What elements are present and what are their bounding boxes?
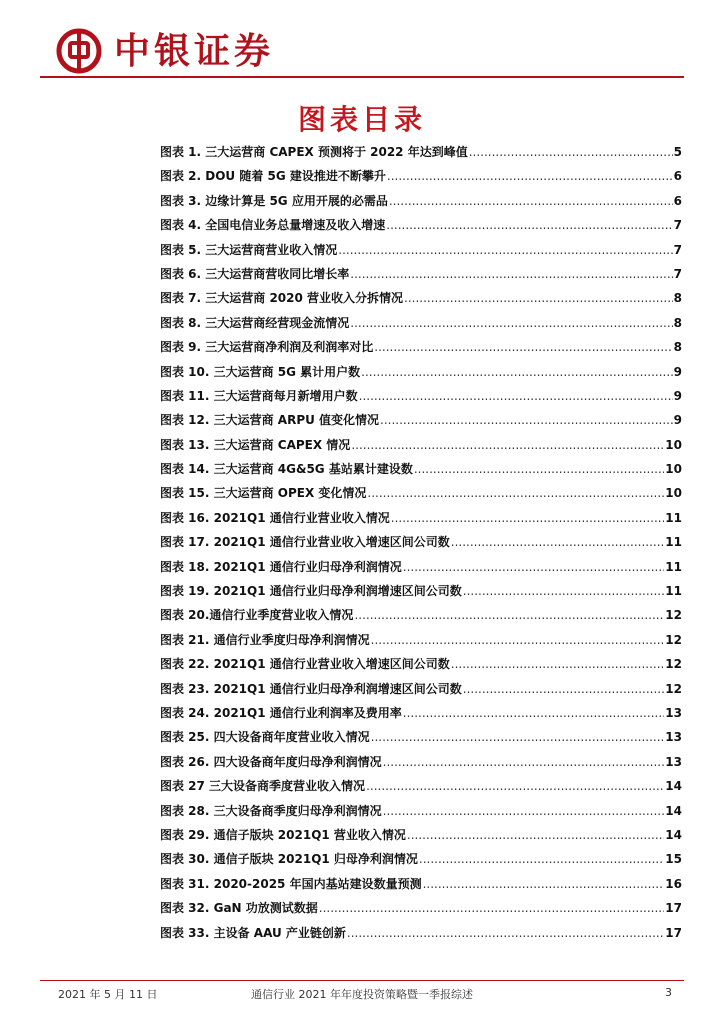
toc-leader-dots	[423, 877, 665, 891]
toc-entry-page: 13	[665, 754, 682, 769]
toc-entry[interactable]	[160, 167, 682, 191]
toc-entry-page: 16	[665, 876, 682, 891]
toc-entry-label: 图表 13. 三大运营商 CAPEX 情况	[160, 437, 351, 452]
toc-entry[interactable]	[160, 314, 682, 338]
toc-entry[interactable]	[160, 216, 682, 240]
toc-entry-label: 图表 27 三大设备商季度营业收入情况	[160, 779, 366, 794]
toc-entry-page: 13	[665, 730, 682, 745]
toc-entry[interactable]	[160, 728, 682, 752]
header-divider	[40, 76, 684, 78]
toc-entry-page: 11	[665, 559, 682, 574]
toc-entry[interactable]	[160, 631, 682, 655]
toc-entry-page: 17	[665, 925, 682, 940]
toc-entry-page: 7	[673, 218, 682, 233]
toc-entry-label: 图表 15. 三大运营商 OPEX 变化情况	[160, 486, 367, 501]
toc-entry-page: 7	[673, 242, 682, 257]
toc-entry[interactable]	[160, 802, 682, 826]
footer-divider	[40, 980, 684, 981]
toc-entry-page: 5	[673, 145, 682, 159]
toc-entry[interactable]	[160, 143, 682, 167]
toc-leader-dots	[354, 608, 664, 622]
toc-entry[interactable]	[160, 899, 682, 923]
toc-entry[interactable]	[160, 582, 682, 606]
toc-entry-label: 图表 30. 通信子版块 2021Q1 归母净利润情况	[160, 852, 418, 867]
toc-leader-dots	[451, 535, 665, 549]
toc-entry[interactable]	[160, 363, 682, 387]
table-of-figures	[160, 143, 682, 948]
toc-leader-dots	[407, 828, 664, 842]
toc-leader-dots	[319, 901, 665, 915]
toc-leader-dots	[383, 804, 665, 818]
toc-entry-label: 图表 32. GaN 功放测试数据	[160, 901, 318, 916]
toc-leader-dots	[463, 682, 665, 696]
toc-entry-page: 10	[665, 462, 682, 477]
toc-entry-label: 图表 10. 三大运营商 5G 累计用户数	[160, 364, 361, 379]
toc-leader-dots	[403, 706, 665, 720]
toc-entry-label: 图表 22. 2021Q1 通信行业营业收入增速区间公司数	[160, 657, 450, 672]
toc-entry[interactable]	[160, 680, 682, 704]
toc-leader-dots	[374, 340, 672, 354]
toc-leader-dots	[383, 755, 665, 769]
toc-leader-dots	[463, 584, 665, 598]
toc-entry-page: 14	[665, 803, 682, 818]
toc-entry-label: 图表 31. 2020-2025 年国内基站建设数量预测	[160, 876, 422, 891]
toc-entry[interactable]	[160, 704, 682, 728]
toc-entry-page: 11	[665, 535, 682, 550]
toc-entry[interactable]	[160, 850, 682, 874]
toc-entry-page: 8	[673, 340, 682, 355]
page-title: 图表目录	[297, 103, 426, 136]
toc-entry-label: 图表 25. 四大设备商年度营业收入情况	[160, 730, 370, 745]
toc-entry-label: 图表 17. 2021Q1 通信行业营业收入增速区间公司数	[160, 535, 450, 550]
toc-entry-page: 7	[673, 266, 682, 281]
toc-entry-page: 13	[665, 705, 682, 720]
toc-entry-page: 10	[665, 437, 682, 452]
toc-entry-page: 12	[665, 632, 682, 647]
toc-leader-dots	[351, 438, 664, 452]
toc-entry[interactable]	[160, 484, 682, 508]
toc-entry-label: 图表 6. 三大运营商营收同比增长率	[160, 266, 350, 281]
toc-entry-label: 图表 24. 2021Q1 通信行业利润率及费用率	[160, 705, 402, 720]
toc-entry-label: 图表 19. 2021Q1 通信行业归母净利润增速区间公司数	[160, 584, 462, 599]
toc-leader-dots	[359, 389, 673, 403]
toc-leader-dots	[350, 316, 672, 330]
toc-entry-label: 图表 4. 全国电信业务总量增速及收入增速	[160, 218, 386, 233]
toc-entry[interactable]	[160, 753, 682, 777]
toc-entry-page: 9	[673, 388, 682, 403]
toc-entry-label: 图表 11. 三大运营商每月新增用户数	[160, 388, 358, 403]
toc-entry-page: 6	[673, 193, 682, 208]
toc-entry[interactable]	[160, 460, 682, 484]
toc-entry-label: 图表 26. 四大设备商年度归母净利润情况	[160, 754, 382, 769]
toc-entry-label: 图表 14. 三大运营商 4G&5G 基站累计建设数	[160, 462, 413, 477]
toc-leader-dots	[389, 194, 673, 208]
toc-leader-dots	[391, 511, 665, 525]
toc-leader-dots	[371, 730, 665, 744]
toc-entry[interactable]	[160, 558, 682, 582]
toc-entry[interactable]	[160, 192, 682, 216]
toc-entry-page: 11	[665, 510, 682, 525]
toc-entry-page: 9	[673, 364, 682, 379]
toc-entry-label: 图表 5. 三大运营商营业收入情况	[160, 242, 338, 257]
toc-entry[interactable]	[160, 411, 682, 435]
toc-entry[interactable]	[160, 924, 682, 948]
toc-entry[interactable]	[160, 509, 682, 533]
toc-entry-label: 图表 9. 三大运营商净利润及利润率对比	[160, 340, 374, 355]
toc-entry-page: 15	[665, 852, 682, 867]
toc-entry-label: 图表 33. 主设备 AAU 产业链创新	[160, 925, 346, 940]
toc-entry-label: 图表 3. 边缘计算是 5G 应用开展的必需品	[160, 193, 388, 208]
toc-entry-page: 14	[665, 827, 682, 842]
toc-leader-dots	[367, 486, 664, 500]
toc-entry[interactable]	[160, 289, 682, 313]
toc-entry[interactable]	[160, 436, 682, 460]
toc-entry-label: 图表 23. 2021Q1 通信行业归母净利润增速区间公司数	[160, 681, 462, 696]
toc-entry-page: 8	[673, 291, 682, 306]
toc-leader-dots	[350, 267, 672, 281]
toc-entry[interactable]	[160, 655, 682, 679]
toc-entry-label: 图表 12. 三大运营商 ARPU 值变化情况	[160, 413, 380, 428]
toc-entry-page: 10	[665, 486, 682, 501]
toc-entry-label: 图表 20.通信行业季度营业收入情况	[160, 608, 354, 623]
toc-entry-page: 12	[665, 681, 682, 696]
toc-entry[interactable]	[160, 777, 682, 801]
toc-entry-label: 图表 18. 2021Q1 通信行业归母净利润情况	[160, 559, 402, 574]
toc-leader-dots	[414, 462, 664, 476]
toc-entry-label: 图表 21. 通信行业季度归母净利润情况	[160, 632, 370, 647]
toc-entry-label: 图表 29. 通信子版块 2021Q1 营业收入情况	[160, 827, 406, 842]
toc-leader-dots	[338, 243, 672, 257]
toc-leader-dots	[347, 926, 664, 940]
toc-leader-dots	[361, 365, 672, 379]
toc-entry-page: 9	[673, 413, 682, 428]
toc-leader-dots	[403, 560, 665, 574]
toc-entry-label: 图表 16. 2021Q1 通信行业营业收入情况	[160, 510, 390, 525]
toc-entry-page: 12	[665, 608, 682, 623]
toc-entry-label: 图表 28. 三大设备商季度归母净利润情况	[160, 803, 382, 818]
toc-leader-dots	[366, 779, 664, 793]
toc-entry-page: 14	[665, 779, 682, 794]
toc-entry-label: 图表 7. 三大运营商 2020 营业收入分拆情况	[160, 291, 404, 306]
toc-entry[interactable]	[160, 875, 682, 899]
bank-of-china-logo-icon	[56, 28, 102, 74]
toc-entry-label: 图表 1. 三大运营商 CAPEX 预测将于 2022 年达到峰值	[160, 145, 468, 159]
page-header	[56, 28, 274, 74]
toc-entry-label: 图表 8. 三大运营商经营现金流情况	[160, 315, 350, 330]
toc-leader-dots	[371, 633, 665, 647]
toc-entry-page: 11	[665, 584, 682, 599]
toc-entry[interactable]	[160, 241, 682, 265]
toc-leader-dots	[404, 291, 673, 305]
brand-name: 中银证券	[114, 30, 275, 72]
toc-entry-page: 17	[665, 901, 682, 916]
toc-leader-dots	[469, 145, 673, 159]
toc-leader-dots	[386, 218, 672, 232]
toc-entry[interactable]	[160, 387, 682, 411]
toc-entry[interactable]	[160, 338, 682, 362]
toc-entry[interactable]	[160, 826, 682, 850]
footer-page-number: 3	[665, 986, 672, 999]
footer-date: 2021 年 5 月 11 日	[58, 988, 158, 1001]
toc-entry[interactable]	[160, 606, 682, 630]
toc-entry-page: 8	[673, 315, 682, 330]
toc-entry-page: 12	[665, 657, 682, 672]
toc-entry[interactable]	[160, 265, 682, 289]
toc-entry-page: 6	[673, 169, 682, 184]
toc-leader-dots	[451, 657, 665, 671]
toc-entry[interactable]	[160, 533, 682, 557]
toc-leader-dots	[387, 169, 673, 183]
toc-entry-label: 图表 2. DOU 随着 5G 建设推进不断攀升	[160, 169, 386, 184]
toc-leader-dots	[380, 413, 673, 427]
footer-report-title: 通信行业 2021 年年度投资策略暨一季报综述	[251, 988, 473, 1001]
toc-leader-dots	[419, 852, 664, 866]
